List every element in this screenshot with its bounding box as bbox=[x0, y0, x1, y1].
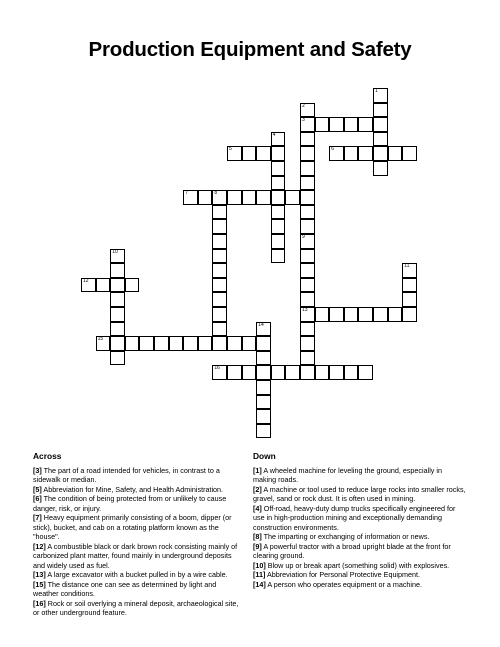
clue-text: Heavy equipment primarily consisting of a boom, dipper (or stick), bucket, and cab on a rotating platform known as the "house". bbox=[33, 513, 232, 541]
clue-number: [7] bbox=[33, 513, 42, 522]
clue-number: [13] bbox=[33, 570, 46, 579]
grid-cell[interactable] bbox=[256, 424, 271, 439]
grid-cell[interactable] bbox=[300, 307, 315, 322]
grid-cell[interactable] bbox=[271, 205, 286, 220]
cell-number: 2 bbox=[302, 102, 305, 109]
cell-number: 11 bbox=[404, 263, 410, 270]
cell-number: 14 bbox=[258, 321, 264, 328]
clue-text: The part of a road intended for vehicles, in contrast to a sidewalk or median. bbox=[33, 465, 220, 484]
grid-cell[interactable] bbox=[402, 292, 417, 307]
grid-cell[interactable] bbox=[344, 146, 359, 161]
clue-item bbox=[253, 570, 467, 580]
down-heading: Down bbox=[253, 451, 276, 461]
clue-text: The condition of being protected from or unlikely to cause danger, risk, or injury. bbox=[33, 494, 227, 513]
cell-number: 13 bbox=[302, 307, 308, 313]
grid-cell[interactable] bbox=[96, 278, 111, 293]
grid-cell[interactable] bbox=[388, 146, 403, 161]
grid-cell[interactable] bbox=[183, 336, 198, 351]
clue-number: [14] bbox=[253, 579, 266, 589]
clue-text: Abbreviation for Personal Protective Equipment. bbox=[265, 570, 421, 579]
grid-cell[interactable] bbox=[110, 249, 125, 264]
clue-number: [15] bbox=[33, 579, 46, 589]
grid-cell[interactable] bbox=[315, 117, 330, 132]
grid-cell[interactable] bbox=[358, 365, 373, 380]
cell-number: 10 bbox=[112, 248, 118, 255]
grid-cell[interactable] bbox=[212, 263, 227, 278]
down-clue-list bbox=[253, 466, 467, 590]
grid-cell[interactable] bbox=[300, 117, 315, 132]
grid-cell[interactable] bbox=[212, 190, 227, 205]
across-clues bbox=[33, 452, 241, 618]
grid-cell[interactable] bbox=[271, 219, 286, 234]
grid-cell[interactable] bbox=[358, 146, 373, 161]
grid-cell[interactable] bbox=[402, 278, 417, 293]
cell-number: 7 bbox=[185, 190, 188, 197]
grid-cell[interactable] bbox=[285, 190, 300, 205]
clue-item bbox=[253, 485, 467, 504]
grid-cell[interactable] bbox=[139, 336, 154, 351]
clue-text: Abbreviation for Mine, Safety, and Health Administration. bbox=[41, 484, 224, 494]
grid-cell[interactable] bbox=[256, 190, 271, 205]
grid-cell[interactable] bbox=[271, 234, 286, 249]
grid-cell[interactable] bbox=[271, 161, 286, 176]
grid-cell[interactable] bbox=[402, 263, 417, 278]
grid-cell[interactable] bbox=[242, 365, 257, 380]
clue-number: [6] bbox=[33, 494, 42, 503]
grid-cell[interactable] bbox=[110, 322, 125, 337]
grid-cell[interactable] bbox=[329, 365, 344, 380]
clue-number: [8] bbox=[253, 532, 262, 541]
clue-number: [1] bbox=[253, 465, 262, 475]
grid-cell[interactable] bbox=[329, 117, 344, 132]
clue-item bbox=[33, 485, 241, 495]
grid-cell[interactable] bbox=[256, 322, 271, 337]
clue-item bbox=[253, 466, 467, 485]
clue-number: [4] bbox=[253, 503, 262, 513]
grid-cell[interactable] bbox=[125, 278, 140, 293]
clue-number: [10] bbox=[253, 560, 266, 570]
grid-cell[interactable] bbox=[373, 146, 388, 161]
grid-cell[interactable] bbox=[169, 336, 184, 351]
grid-cell[interactable] bbox=[329, 146, 344, 161]
clue-item bbox=[33, 570, 241, 580]
grid-cell[interactable] bbox=[373, 103, 388, 118]
clue-number: [12] bbox=[33, 541, 46, 551]
clue-item bbox=[33, 542, 241, 571]
grid-cell[interactable] bbox=[300, 278, 315, 293]
grid-cell[interactable] bbox=[212, 249, 227, 264]
grid-cell[interactable] bbox=[402, 146, 417, 161]
cell-number: 1 bbox=[375, 88, 378, 94]
grid-cell[interactable] bbox=[212, 278, 227, 293]
clue-number: [3] bbox=[33, 465, 42, 475]
grid-cell[interactable] bbox=[212, 219, 227, 234]
grid-cell[interactable] bbox=[271, 249, 286, 264]
grid-cell[interactable] bbox=[110, 292, 125, 307]
grid-cell[interactable] bbox=[227, 336, 242, 351]
clue-text: A powerful tractor with a broad upright blade at the front for clearing ground. bbox=[253, 541, 451, 560]
across-heading: Across bbox=[33, 451, 62, 461]
grid-cell[interactable] bbox=[242, 146, 257, 161]
grid-cell[interactable] bbox=[285, 365, 300, 380]
clue-item bbox=[33, 494, 241, 513]
clue-item bbox=[33, 466, 241, 485]
cell-number: 15 bbox=[97, 336, 104, 343]
clue-item bbox=[253, 532, 467, 542]
clue-item bbox=[253, 542, 467, 561]
grid-cell[interactable] bbox=[212, 336, 227, 351]
grid-cell[interactable] bbox=[271, 365, 286, 380]
clue-number: [9] bbox=[253, 541, 262, 551]
clue-item bbox=[253, 561, 467, 571]
grid-cell[interactable] bbox=[315, 307, 330, 322]
grid-cell[interactable] bbox=[373, 132, 388, 147]
down-clues bbox=[253, 452, 467, 589]
grid-cell[interactable] bbox=[256, 380, 271, 395]
grid-cell[interactable] bbox=[300, 219, 315, 234]
grid-cell[interactable] bbox=[271, 146, 286, 161]
grid-cell[interactable] bbox=[329, 307, 344, 322]
cell-number: 6 bbox=[331, 146, 334, 153]
grid-cell[interactable] bbox=[125, 336, 140, 351]
grid-cell[interactable] bbox=[300, 336, 315, 351]
grid-cell[interactable] bbox=[212, 205, 227, 220]
grid-cell[interactable] bbox=[300, 161, 315, 176]
grid-cell[interactable] bbox=[300, 249, 315, 264]
grid-cell[interactable] bbox=[388, 307, 403, 322]
grid-cell[interactable] bbox=[256, 395, 271, 410]
grid-cell[interactable] bbox=[300, 103, 315, 118]
cell-number: 4 bbox=[272, 131, 276, 138]
cell-number: 8 bbox=[214, 190, 218, 197]
grid-cell[interactable] bbox=[300, 322, 315, 337]
grid-cell[interactable] bbox=[198, 190, 213, 205]
grid-cell[interactable] bbox=[212, 234, 227, 249]
grid-cell[interactable] bbox=[300, 292, 315, 307]
grid-cell[interactable] bbox=[242, 336, 257, 351]
grid-cell[interactable] bbox=[271, 190, 286, 205]
clue-number: [5] bbox=[33, 484, 42, 494]
grid-cell[interactable] bbox=[373, 307, 388, 322]
grid-cell[interactable] bbox=[110, 351, 125, 366]
grid-cell[interactable] bbox=[271, 176, 286, 191]
clue-text: A machine or tool used to reduce large rocks into smaller rocks, gravel, sand or rock dust. It is often used in mining. bbox=[253, 484, 466, 503]
grid-cell[interactable] bbox=[96, 336, 111, 351]
grid-cell[interactable] bbox=[212, 292, 227, 307]
puzzle-title: Production Equipment and Safety bbox=[88, 38, 412, 61]
clue-text: A wheeled machine for leveling the ground, especially in making roads. bbox=[253, 465, 442, 484]
grid-cell[interactable] bbox=[271, 132, 286, 147]
cell-number: 3 bbox=[302, 117, 305, 124]
grid-cell[interactable] bbox=[256, 146, 271, 161]
clue-number: [16] bbox=[33, 598, 46, 608]
grid-cell[interactable] bbox=[110, 263, 125, 278]
clue-text: A person who operates equipment or a machine. bbox=[265, 579, 423, 589]
grid-cell[interactable] bbox=[358, 307, 373, 322]
clue-number: [2] bbox=[253, 484, 262, 494]
clue-text: The imparting or exchanging of information or news. bbox=[261, 532, 430, 541]
grid-cell[interactable] bbox=[300, 176, 315, 191]
grid-cell[interactable] bbox=[300, 351, 315, 366]
grid-cell[interactable] bbox=[227, 146, 242, 161]
grid-cell[interactable] bbox=[256, 336, 271, 351]
grid-cell[interactable] bbox=[81, 278, 96, 293]
clue-item bbox=[33, 513, 241, 542]
grid-cell[interactable] bbox=[344, 365, 359, 380]
grid-cell[interactable] bbox=[198, 336, 213, 351]
grid-cell[interactable] bbox=[110, 278, 125, 293]
clue-item bbox=[253, 580, 467, 590]
grid-cell[interactable] bbox=[227, 190, 242, 205]
grid-cell[interactable] bbox=[300, 190, 315, 205]
clue-text: Rock or soil overlying a mineral deposit, archaeological site, or other underground feature. bbox=[33, 598, 239, 617]
cell-number: 12 bbox=[83, 277, 89, 284]
clue-item bbox=[253, 504, 467, 533]
grid-cell[interactable] bbox=[373, 117, 388, 132]
grid-cell[interactable] bbox=[212, 365, 227, 380]
clue-item bbox=[33, 599, 241, 618]
grid-cell[interactable] bbox=[402, 307, 417, 322]
clue-item bbox=[33, 580, 241, 599]
grid-cell[interactable] bbox=[242, 190, 257, 205]
grid-cell[interactable] bbox=[300, 132, 315, 147]
grid-cell[interactable] bbox=[344, 307, 359, 322]
clue-text: Blow up or break apart (something solid) with explosives. bbox=[265, 560, 450, 570]
grid-cell[interactable] bbox=[154, 336, 169, 351]
grid-cell[interactable] bbox=[300, 205, 315, 220]
clue-text: A combustible black or dark brown rock consisting mainly of carbonized plant matter, found mainly in underground deposits and widely used as fuel. bbox=[33, 541, 238, 570]
grid-cell[interactable] bbox=[256, 351, 271, 366]
grid-cell[interactable] bbox=[256, 409, 271, 424]
grid-cell[interactable] bbox=[300, 263, 315, 278]
grid-cell[interactable] bbox=[300, 365, 315, 380]
grid-cell[interactable] bbox=[344, 117, 359, 132]
grid-cell[interactable] bbox=[373, 161, 388, 176]
grid-cell[interactable] bbox=[373, 88, 388, 103]
grid-cell[interactable] bbox=[183, 190, 198, 205]
clue-text: A large excavator with a bucket pulled in by a wire cable. bbox=[45, 570, 228, 579]
grid-cell[interactable] bbox=[212, 307, 227, 322]
cell-number: 9 bbox=[302, 234, 305, 240]
clue-text: The distance one can see as determined by light and weather conditions. bbox=[33, 579, 217, 598]
grid-cell[interactable] bbox=[227, 365, 242, 380]
grid-cell[interactable] bbox=[212, 322, 227, 337]
grid-cell[interactable] bbox=[315, 365, 330, 380]
cell-number: 16 bbox=[214, 365, 220, 372]
clue-number: [11] bbox=[253, 570, 266, 579]
grid-cell[interactable] bbox=[256, 365, 271, 380]
grid-cell[interactable] bbox=[358, 117, 373, 132]
cell-number: 5 bbox=[229, 146, 232, 153]
clue-text: Off-road, heavy-duty dump trucks specifically engineered for use in high-production mining and exceptionally demanding construction environments. bbox=[253, 503, 456, 532]
grid-cell[interactable] bbox=[110, 336, 125, 351]
grid-cell[interactable] bbox=[300, 146, 315, 161]
across-clue-list bbox=[33, 466, 241, 618]
grid-cell[interactable] bbox=[300, 234, 315, 249]
grid-cell[interactable] bbox=[110, 307, 125, 322]
